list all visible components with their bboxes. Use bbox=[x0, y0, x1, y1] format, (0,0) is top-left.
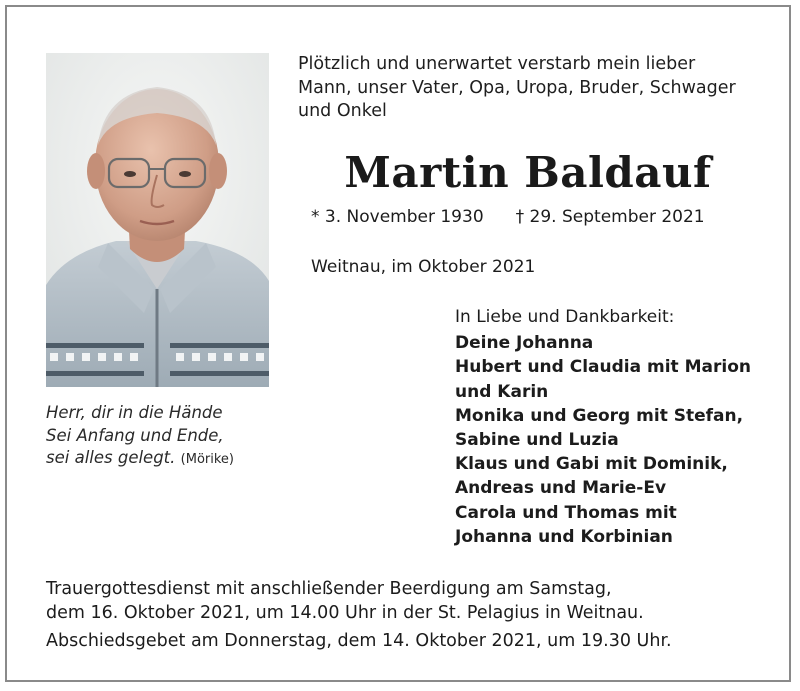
service-info bbox=[46, 578, 672, 654]
portrait-photo bbox=[46, 53, 269, 387]
quote-line-text: sei alles gelegt. bbox=[46, 448, 176, 467]
mourner-line: Hubert und Claudia mit Marion bbox=[455, 357, 751, 378]
place-date: Weitnau, im Oktober 2021 bbox=[311, 257, 536, 277]
mourner-line: Klaus und Gabi mit Dominik, bbox=[455, 454, 728, 475]
mourners-list bbox=[455, 305, 751, 549]
quote-line: Herr, dir in die Hände bbox=[46, 403, 223, 422]
mourner-line: Johanna und Korbinian bbox=[455, 526, 673, 547]
quote-author: (Mörike) bbox=[180, 452, 234, 467]
death-date: † 29. September 2021 bbox=[515, 207, 705, 227]
mourner-line: Deine Johanna bbox=[455, 333, 594, 354]
mourners-lead: In Liebe und Dankbarkeit: bbox=[455, 307, 675, 327]
quote-line: Sei Anfang und Ende, bbox=[46, 425, 224, 445]
service-line: dem 16. Oktober 2021, um 14.00 Uhr in der St. Pelagius in Weitnau. bbox=[46, 602, 644, 623]
intro-line: und Onkel bbox=[298, 101, 387, 121]
mourner-line: Andreas und Marie-Ev bbox=[455, 478, 667, 499]
birth-date: * 3. November 1930 bbox=[311, 207, 484, 227]
intro-text bbox=[298, 53, 736, 124]
intro-line: Mann, unser Vater, Opa, Uropa, Bruder, Schwager bbox=[298, 77, 736, 98]
deceased-name: Martin Baldauf bbox=[344, 148, 712, 197]
bible-quote bbox=[46, 402, 234, 472]
mourner-line: und Karin bbox=[455, 381, 549, 402]
mourner-line: Carola und Thomas mit bbox=[455, 502, 677, 523]
life-dates bbox=[311, 206, 705, 228]
mourner-line: Sabine und Luzia bbox=[455, 430, 619, 451]
portrait-illustration bbox=[46, 53, 269, 387]
service-line: Abschiedsgebet am Donnerstag, dem 14. Oktober 2021, um 19.30 Uhr. bbox=[46, 631, 672, 651]
intro-line: Plötzlich und unerwartet verstarb mein lieber bbox=[298, 54, 696, 74]
quote-line bbox=[46, 447, 234, 472]
service-line: Trauergottesdienst mit anschließender Beerdigung am Samstag, bbox=[46, 579, 612, 599]
mourner-line: Monika und Georg mit Stefan, bbox=[455, 405, 744, 426]
